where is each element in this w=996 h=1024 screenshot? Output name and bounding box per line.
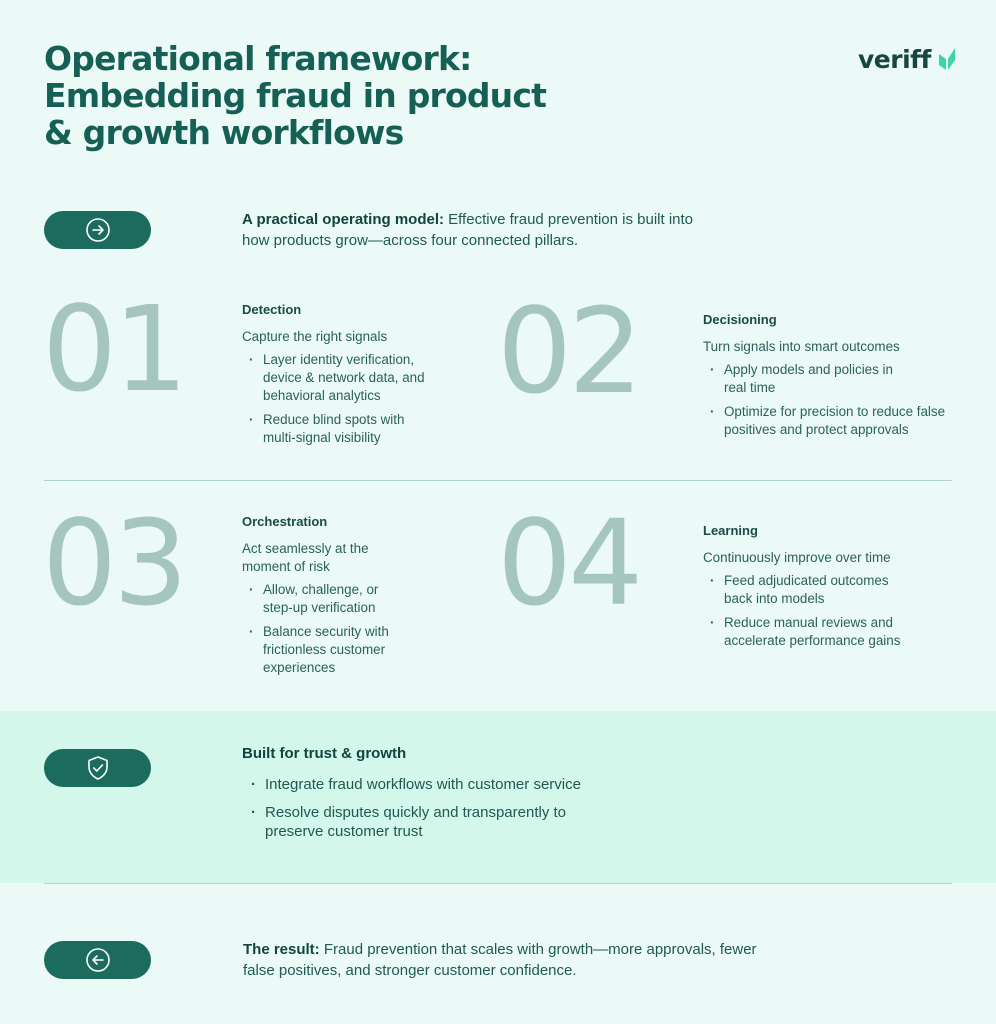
veriff-leaf-icon <box>937 46 957 72</box>
pillar-bullets <box>703 361 963 439</box>
page-title <box>44 40 564 151</box>
pillar-lead: Act seamlessly at the moment of risk <box>242 541 369 574</box>
list-item: · Layer identity verification, device & network data, and behavioral analytics <box>249 351 444 405</box>
result-bold: The result: <box>243 941 320 958</box>
list-item: · Reduce manual reviews and accelerate performance gains <box>710 614 920 650</box>
list-item: · Apply models and policies in real time <box>710 361 900 397</box>
result-pill <box>44 941 151 979</box>
trust-section <box>242 745 662 850</box>
pillar-number-03 <box>42 512 222 612</box>
pillar-number-03-text: 03 <box>42 512 185 612</box>
pillar-number-04-text: 04 <box>497 512 640 612</box>
pillar-detection <box>242 302 502 453</box>
intro-body: Effective fraud prevention is built into how products grow—across four connected pillars. <box>242 211 694 249</box>
pillar-title: Learning <box>703 523 758 538</box>
list-item: · Optimize for precision to reduce false positives and protect approvals <box>710 403 956 439</box>
pillar-lead: Continuously improve over time <box>703 550 891 565</box>
pillar-number-01 <box>42 302 222 402</box>
brand-logo <box>858 42 957 76</box>
divider <box>44 883 952 884</box>
trust-title: Built for trust & growth <box>242 745 407 762</box>
pillar-bullets <box>703 572 963 650</box>
pillar-title: Decisioning <box>703 312 777 327</box>
divider <box>44 480 952 481</box>
list-item: · Allow, challenge, or step-up verification <box>249 581 409 617</box>
shield-check-icon <box>84 754 112 782</box>
pillar-bullets <box>242 581 502 677</box>
result-text <box>243 939 783 981</box>
list-item: · Feed adjudicated outcomes back into models <box>710 572 910 608</box>
pillar-bullets <box>242 351 502 447</box>
pillar-lead: Turn signals into smart outcomes <box>703 339 900 354</box>
intro-pill <box>44 211 151 249</box>
intro-text <box>242 209 722 251</box>
trust-bullets <box>242 775 662 841</box>
pillar-title: Detection <box>242 302 302 317</box>
list-item: · Resolve disputes quickly and transparently to preserve customer trust <box>251 803 611 841</box>
title-line-3: & growth workflows <box>44 113 404 152</box>
pillar-number-01-text: 01 <box>42 302 185 402</box>
arrow-left-circle-icon <box>85 947 111 973</box>
title-line-1: Operational framework: <box>44 39 472 78</box>
list-item: · Balance security with frictionless customer experiences <box>249 623 419 677</box>
pillar-decisioning <box>703 312 963 445</box>
trust-pill <box>44 749 151 787</box>
pillar-learning <box>703 523 963 656</box>
intro-bold: A practical operating model: <box>242 211 444 228</box>
pillar-title: Orchestration <box>242 514 328 529</box>
pillar-number-02 <box>497 302 677 402</box>
pillar-number-02-text: 02 <box>497 302 640 402</box>
pillar-number-04 <box>497 512 677 612</box>
title-line-2: Embedding fraud in product <box>44 76 547 115</box>
list-item: · Reduce blind spots with multi-signal visibility <box>249 411 424 447</box>
list-item: · Integrate fraud workflows with customer service <box>251 775 662 794</box>
pillar-orchestration <box>242 514 502 683</box>
brand-name: veriff <box>858 44 931 74</box>
arrow-right-circle-icon <box>85 217 111 243</box>
result-body: Fraud prevention that scales with growth—more approvals, fewer false positives, and stronger customer confidence. <box>243 941 757 979</box>
pillar-lead: Capture the right signals <box>242 329 388 344</box>
